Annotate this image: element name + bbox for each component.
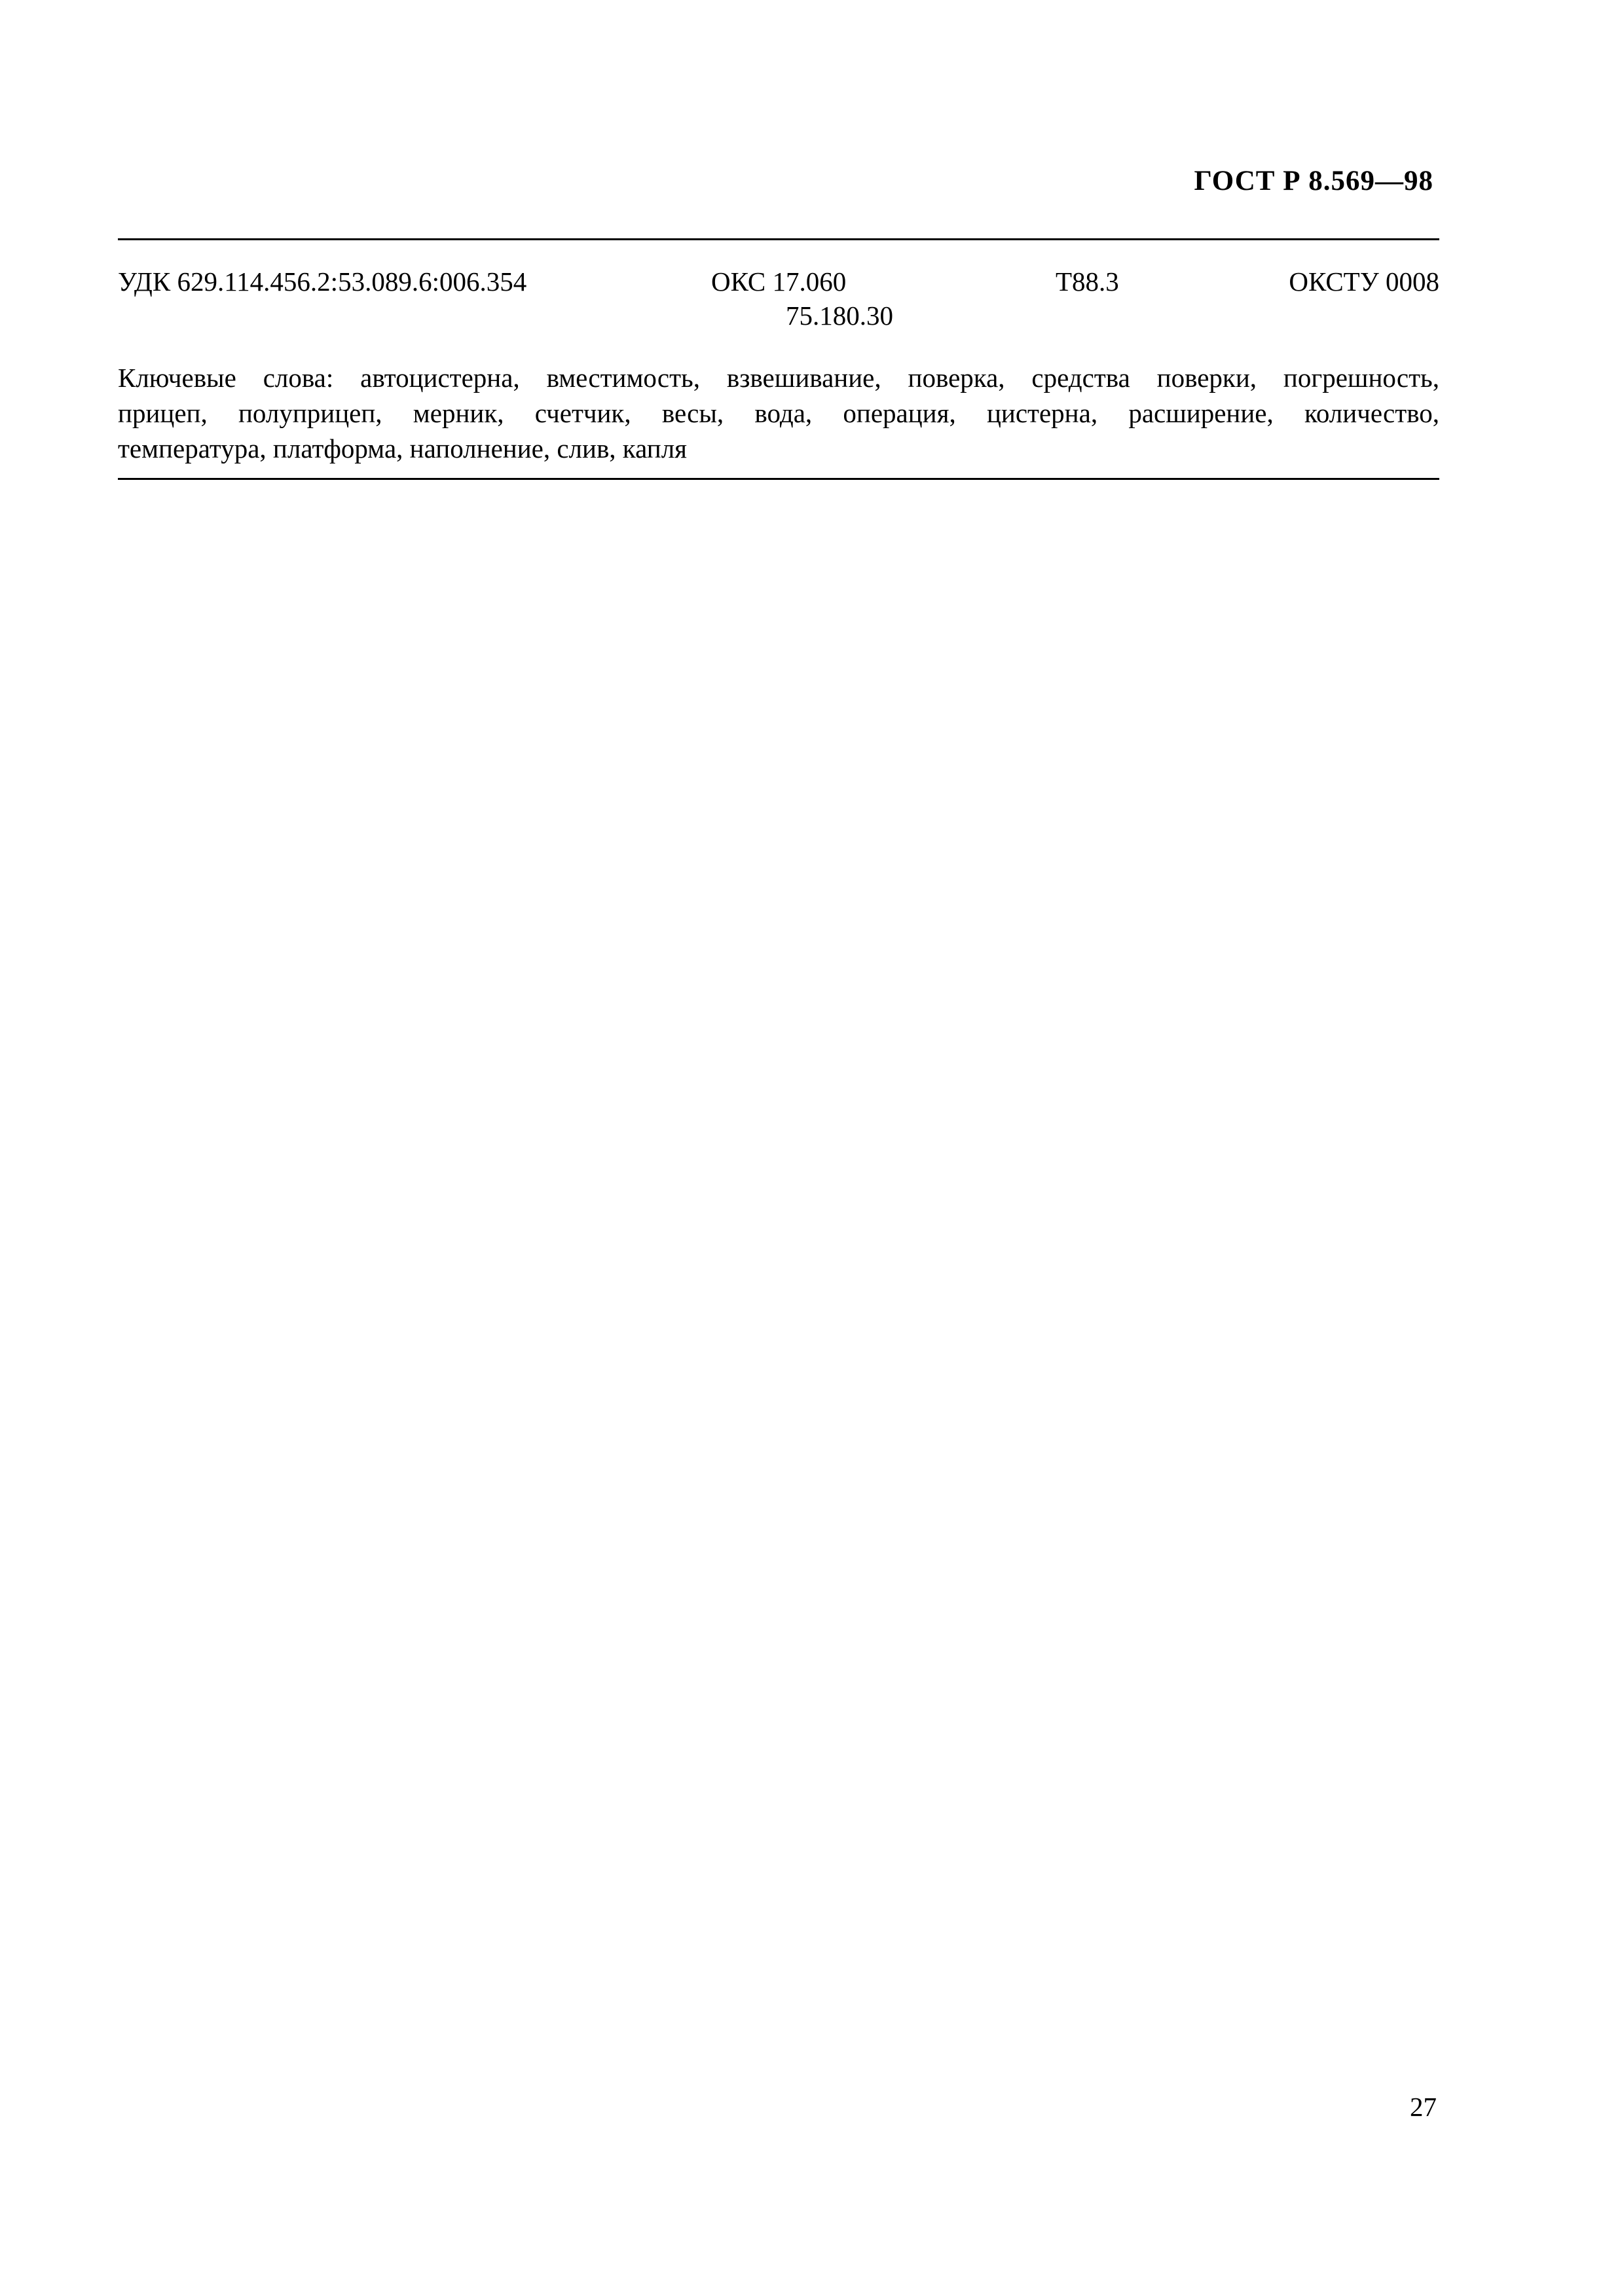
document-header-standard: ГОСТ Р 8.569—98	[1194, 166, 1433, 196]
oks-code-1: ОКС 17.060	[711, 266, 847, 297]
top-divider	[118, 238, 1439, 240]
keywords-line: Ключевые слова: автоцистерна, вместимость, взвешивание, поверка, средства поверки, погрешность,	[118, 363, 1439, 393]
bottom-divider	[118, 478, 1439, 480]
oks-code-2: 75.180.30	[786, 301, 893, 331]
oks-codes	[711, 264, 893, 333]
page-number: 27	[1410, 2092, 1437, 2122]
keywords-paragraph	[118, 360, 1439, 466]
keywords-line: температура, платформа, наполнение, слив, капля	[118, 433, 688, 464]
okstu-code: ОКСТУ 0008	[1289, 266, 1439, 297]
keywords-line: прицеп, полуприцеп, мерник, счетчик, весы, вода, операция, цистерна, расширение, количество,	[118, 398, 1439, 428]
udc-code: УДК 629.114.456.2:53.089.6:006.354	[118, 266, 527, 297]
t-code: Т88.3	[1056, 266, 1119, 297]
